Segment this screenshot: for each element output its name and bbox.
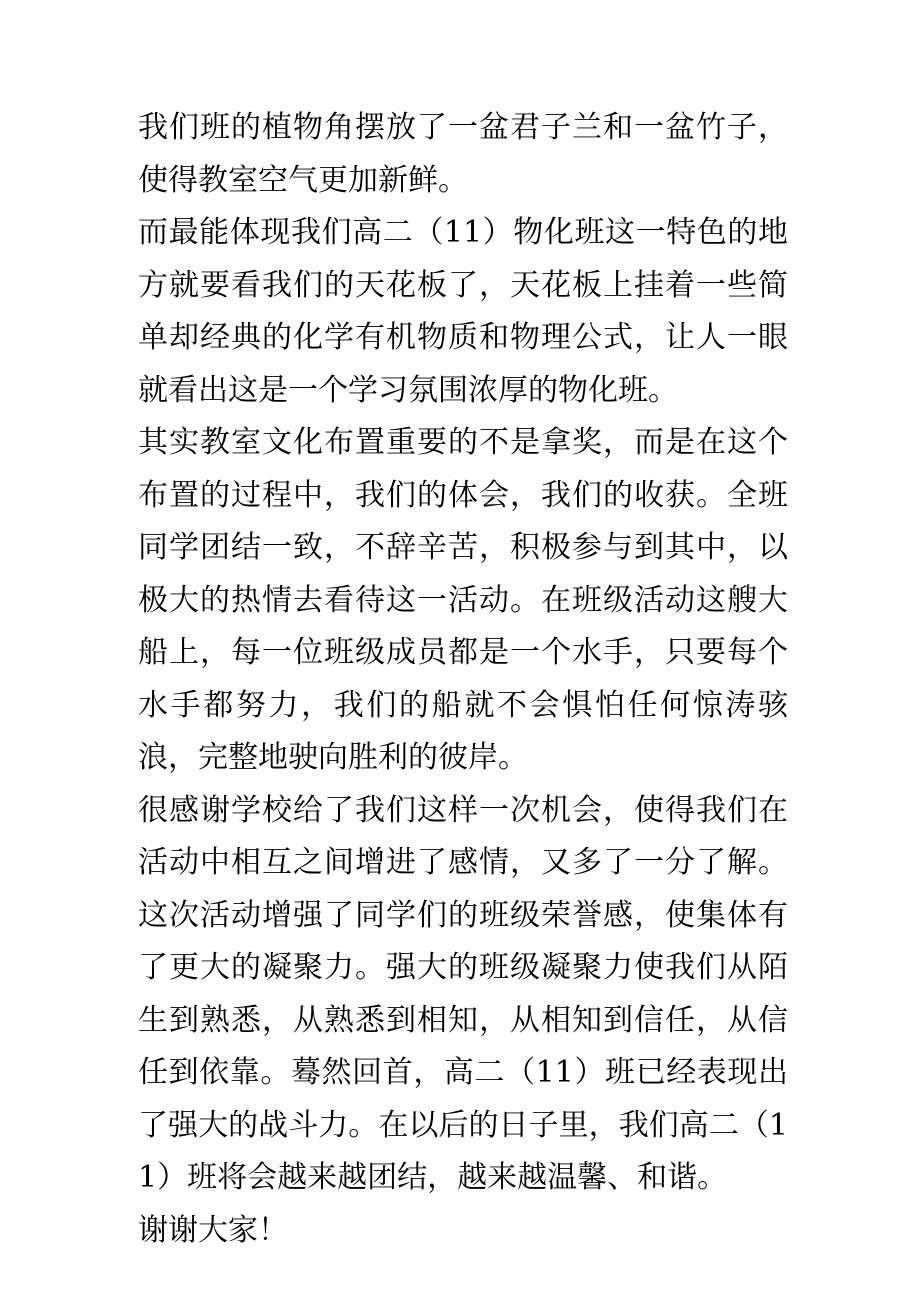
paragraph-ceiling: 而最能体现我们高二（11）物化班这一特色的地方就要看我们的天花板了，天花板上挂着一些简单却经典的化学有机物质和物理公式，让人一眼就看出这是一个学习氛围浓厚的物化班。	[138, 215, 788, 408]
paragraph-teamwork: 其实教室文化布置重要的不是拿奖，而是在这个布置的过程中，我们的体会，我们的收获。全班同学团结一致，不辞辛苦，积极参与到其中，以极大的热情去看待这一活动。在班级活动这艘大船上，每一位班级成员都是一个水手，只要每个水手都努力，我们的船就不会惧怕任何惊涛骇浪，完整地驶向胜利的彼岸。	[138, 425, 788, 775]
paragraph-plant-corner: 我们班的植物角摆放了一盆君子兰和一盆竹子，使得教室空气更加新鲜。	[138, 110, 788, 198]
paragraph-closing: 谢谢大家！	[138, 1212, 288, 1248]
paragraph-gratitude: 很感谢学校给了我们这样一次机会，使得我们在活动中相互之间增进了感情，又多了一分了解。这次活动增强了同学们的班级荣誉感，使集体有了更大的凝聚力。强大的班级凝聚力使我们从陌生到熟悉，从熟悉到相知，从相知到信任，从信任到依靠。蓦然回首，高二（11）班已经表现出了强大的战斗力。在以后的日子里，我们高二（11）班将会越来越团结，越来越温馨、和谐。	[138, 792, 788, 1195]
document-body	[138, 102, 788, 1257]
